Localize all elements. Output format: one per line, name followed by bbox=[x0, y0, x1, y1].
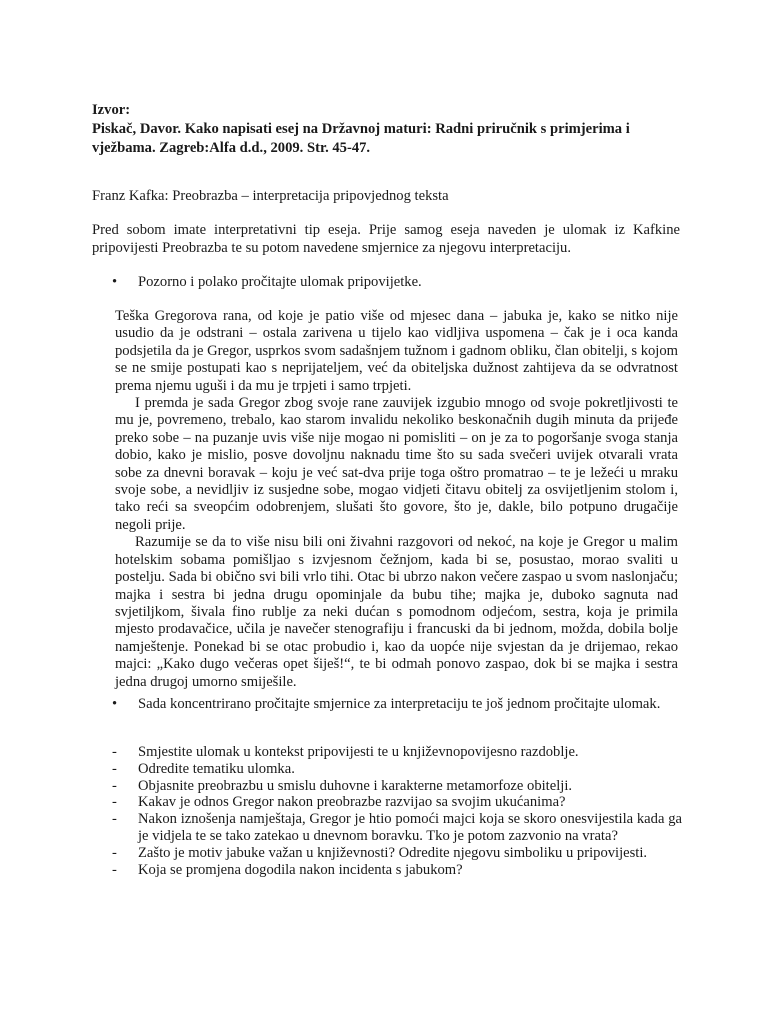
intro-paragraph: Pred sobom imate interpretativni tip eseja. Prije samog eseja naveden je ulomak iz Kafkine pripovijesti Preobrazba te su potom navedene smjernice za njegovu interpretaciju. bbox=[92, 222, 680, 256]
document-heading: Franz Kafka: Preobrazba – interpretacija pripovjednog teksta bbox=[92, 188, 449, 204]
dash-bullet: - bbox=[112, 861, 117, 878]
dash-bullet: - bbox=[112, 794, 117, 811]
excerpt-paragraph-3: Razumije se da to više nisu bili oni živahni razgovori od nekoć, na koje je Gregor u malim hotelskim sobama pomišljao s izvjesnom čežnjom, kada bi se, posustao, morao svaliti u postelju. Sada bi obično svi bili vrlo tihi. Otac bi ubrzo nakon večere zaspao u svom naslonjaču; majka i sestra bi jedna drugu opominjale da bubu tihe; majka je, duboko sagnuta nad svjetiljkom, šivala fino rublje za neki dućan s pomodnom odjećom, sestra, koja je primila mjesto prodavačice, učila je navečer stenografiju i francuski da bi jednom, možda, dobila bolje namještenje. Ponekad bi se otac probudio i, kao da uopće nije svjestan da je drijemao, rekao majci: „Kako dugo večeras opet šiješ!“, te bi odmah ponovo zaspao, dok bi se majka i sestra jedna drugoj umorno smiješile. bbox=[115, 534, 678, 690]
dash-bullet: - bbox=[112, 744, 117, 760]
bullet-text: Sada koncentrirano pročitajte smjernice za interpretaciju te još jednom pročitajte ulomak. bbox=[138, 696, 661, 712]
dash-bullet: - bbox=[112, 844, 117, 861]
source-citation: Piskač, Davor. Kako napisati esej na Državnoj maturi: Radni priručnik s primjerima i vježbama. Zagreb:Alfa d.d., 2009. Str. 45-47. bbox=[92, 121, 630, 156]
guideline-item: - Odredite tematiku ulomka. bbox=[112, 760, 295, 777]
dash-bullet: - bbox=[112, 777, 117, 794]
bullet-icon: • bbox=[112, 274, 118, 290]
kafka-excerpt bbox=[115, 308, 678, 691]
guideline-item: - Smjestite ulomak u kontekst pripovijesti te u književnopovijesno razdoblje. bbox=[112, 744, 579, 760]
bullet-item-read-excerpt bbox=[112, 273, 682, 291]
dash-bullet: - bbox=[112, 760, 117, 777]
guidelines-list bbox=[112, 744, 682, 878]
guideline-item: - Zašto je motiv jabuke važan u književnosti? Odredite njegovu simboliku u pripovijesti. bbox=[112, 844, 648, 861]
source-block bbox=[92, 101, 682, 158]
guideline-item: - Kakav je odnos Gregor nakon preobrazbe razvijao sa svojim ukućanima? bbox=[112, 794, 566, 811]
guideline-item: - Koja se promjena dogodila nakon incidenta s jabukom? bbox=[112, 861, 463, 878]
guideline-item: - Objasnite preobrazbu u smislu duhovne i karakterne metamorfoze obitelji. bbox=[112, 777, 573, 794]
excerpt-paragraph-2: I premda je sada Gregor zbog svoje rane zauvijek izgubio mnogo od svoje pokretljivosti te mu je, povremeno, trebalo, kao starom invalidu nekoliko beskonačnih dugih minuta da prijeđe preko sobe – na puzanje uvis više nije mogao ni pomisliti – on je za to pogoršanje svoga stanja dobio, kako je mislio, posve dovoljnu naknadu time što su sada svečeri uvijek otvarali vrata sobe za dnevni boravak – koju je već sat-dva prije toga oštro promatrao – te je ležeći u mraku svoje sobe, a nevidljiv iz susjedne sobe, mogao vidjeti čitavu obitelj za osvijetljenim stolom i, tako reći sa sveopćim odobrenjem, slušati što govore, što je, dakle, bilo potpuno drugačije negoli prije. bbox=[115, 395, 678, 533]
excerpt-paragraph-1: Teška Gregorova rana, od koje je patio više od mjesec dana – jabuka je, kako se nitko nije usudio da je odstrani – ostala zarivena u tijelo kao vidljiva uspomena – čak je i oca kanda podsjetila da je Gregor, usprkos svom sadašnjem tužnom i gadnom obliku, član obitelji, s kojom se ne smije postupati kao s neprijateljem, već da obiteljska dužnost zahtijeva da se odvratnost prema njemu uguši i da mu je trpjeti i samo trpjeti. bbox=[115, 308, 678, 394]
guideline-item: - Nakon iznošenja namještaja, Gregor je htio pomoći majci koja se skoro onesvijestila kada ga je vidjela te se tako zatekao u dnevnom boravku. Tko je potom zazvonio na vrata? bbox=[112, 811, 682, 844]
bullet-text: Pozorno i polako pročitajte ulomak pripovijetke. bbox=[138, 274, 422, 290]
dash-bullet: - bbox=[112, 811, 117, 828]
bullet-item-read-guidelines bbox=[112, 695, 682, 713]
bullet-icon: • bbox=[112, 696, 118, 712]
source-label: Izvor: bbox=[92, 102, 131, 118]
